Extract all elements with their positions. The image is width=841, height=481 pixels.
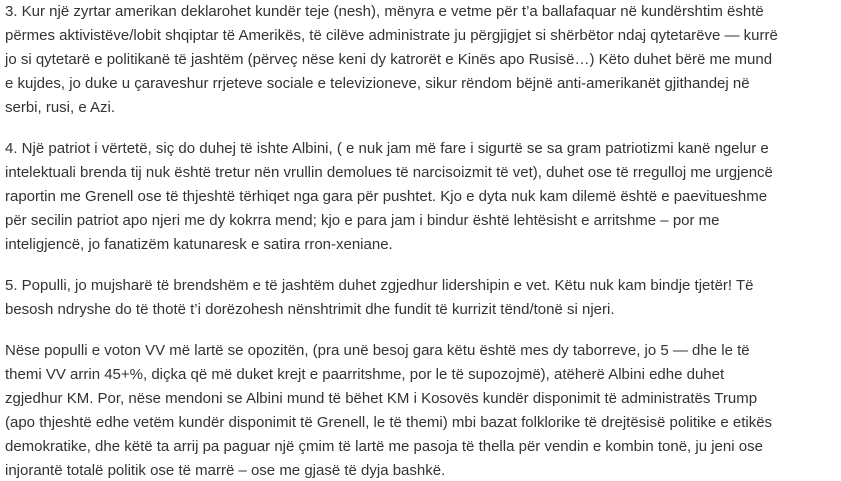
text-line: serbi, rusi, e Azi. [5, 99, 116, 116]
paragraph-spacer [5, 322, 841, 339]
text-line: për secilin patriot apo njeri me dy kokrra mend; kjo e para jam i bindur është lehtësisht e arritshme – por me [5, 212, 720, 229]
text-line: raportin me Grenell ose të thjeshtë tërhiqet nga gara për pushtet. Kjo e dyta nuk kam dilemë është e paevitueshme [5, 188, 768, 205]
paragraph-spacer [5, 120, 841, 137]
text-line: Nëse populli e voton VV më lartë se opozitën, (pra unë besoj gara këtu është mes dy taborreve, jo 5 — dhe le të [5, 342, 750, 359]
text-line: intelektuali brenda tij nuk është tretur nën vrullin demolues të narcisoizmit të vet), duhet ose të rregulloj me urgjencë [5, 164, 773, 181]
text-line: themi VV arrin 45+%, diçka që më duket krejt e paarritshme, por le të supozojmë), atëherë Albini edhe duhet [5, 366, 725, 383]
text-line: injorantë totalë politik ose të marrë – ose me gjasë të dyja bashkë. [5, 462, 446, 479]
text-line: 5. Populli, jo mujsharë të brendshëm e të jashtëm duhet zgjedhur lidershipin e vet. Këtu nuk kam bindje tjetër! Të [5, 277, 754, 294]
text-line: 4. Një patriot i vërtetë, siç do duhej të ishte Albini, ( e nuk jam më fare i sigurtë se sa gram patriotizmi kanë ngelur e [5, 140, 769, 157]
paragraph-point-5 [5, 274, 841, 322]
paragraph-conclusion [5, 339, 841, 481]
text-line: jo si qytetarë e politikanë të jashtëm (përveç nëse keni dy katrorët e Kinës apo Rusisë…) Këto duhet bërë me mund [5, 51, 773, 68]
text-line: besosh ndryshe do të thotë t’i dorëzohesh nënshtrimit dhe fundit të kurrizit tënd/tonë si njeri. [5, 301, 615, 318]
text-line: e kujdes, jo duke u çaraveshur rrjeteve sociale e televizioneve, sikur rëndom bëjnë anti-amerikanët gjithandej në [5, 75, 750, 92]
paragraph-point-3 [5, 0, 841, 120]
text-line: zgjedhur KM. Por, nëse mendoni se Albini mund të bëhet KM i Kosovës kundër disponimit të administratës Trump [5, 390, 758, 407]
text-line: demokratike, dhe këtë ta arrij pa paguar një çmim të lartë me pasoja të thella për vendin e kombin tonë, ju jeni ose [5, 438, 763, 455]
text-line: përmes aktivistëve/lobit shqiptar të Amerikës, të cilëve administrate ju përgjigjet si shërbëtor ndaj qytetarëve — kurrë [5, 27, 778, 44]
text-line: (apo thjeshtë edhe vetëm kundër disponimit të Grenell, le të themi) mbi bazat folklorike të drejtësisë politike e etikës [5, 414, 773, 431]
text-line: inteligjencë, jo fanatizëm katunaresk e satira rron-xeniane. [5, 236, 393, 253]
paragraph-point-4 [5, 137, 841, 257]
text-line: 3. Kur një zyrtar amerikan deklarohet kundër teje (nesh), mënyra e vetme për t’a ballafaquar në kundërshtim është [5, 3, 764, 20]
paragraph-spacer [5, 257, 841, 274]
